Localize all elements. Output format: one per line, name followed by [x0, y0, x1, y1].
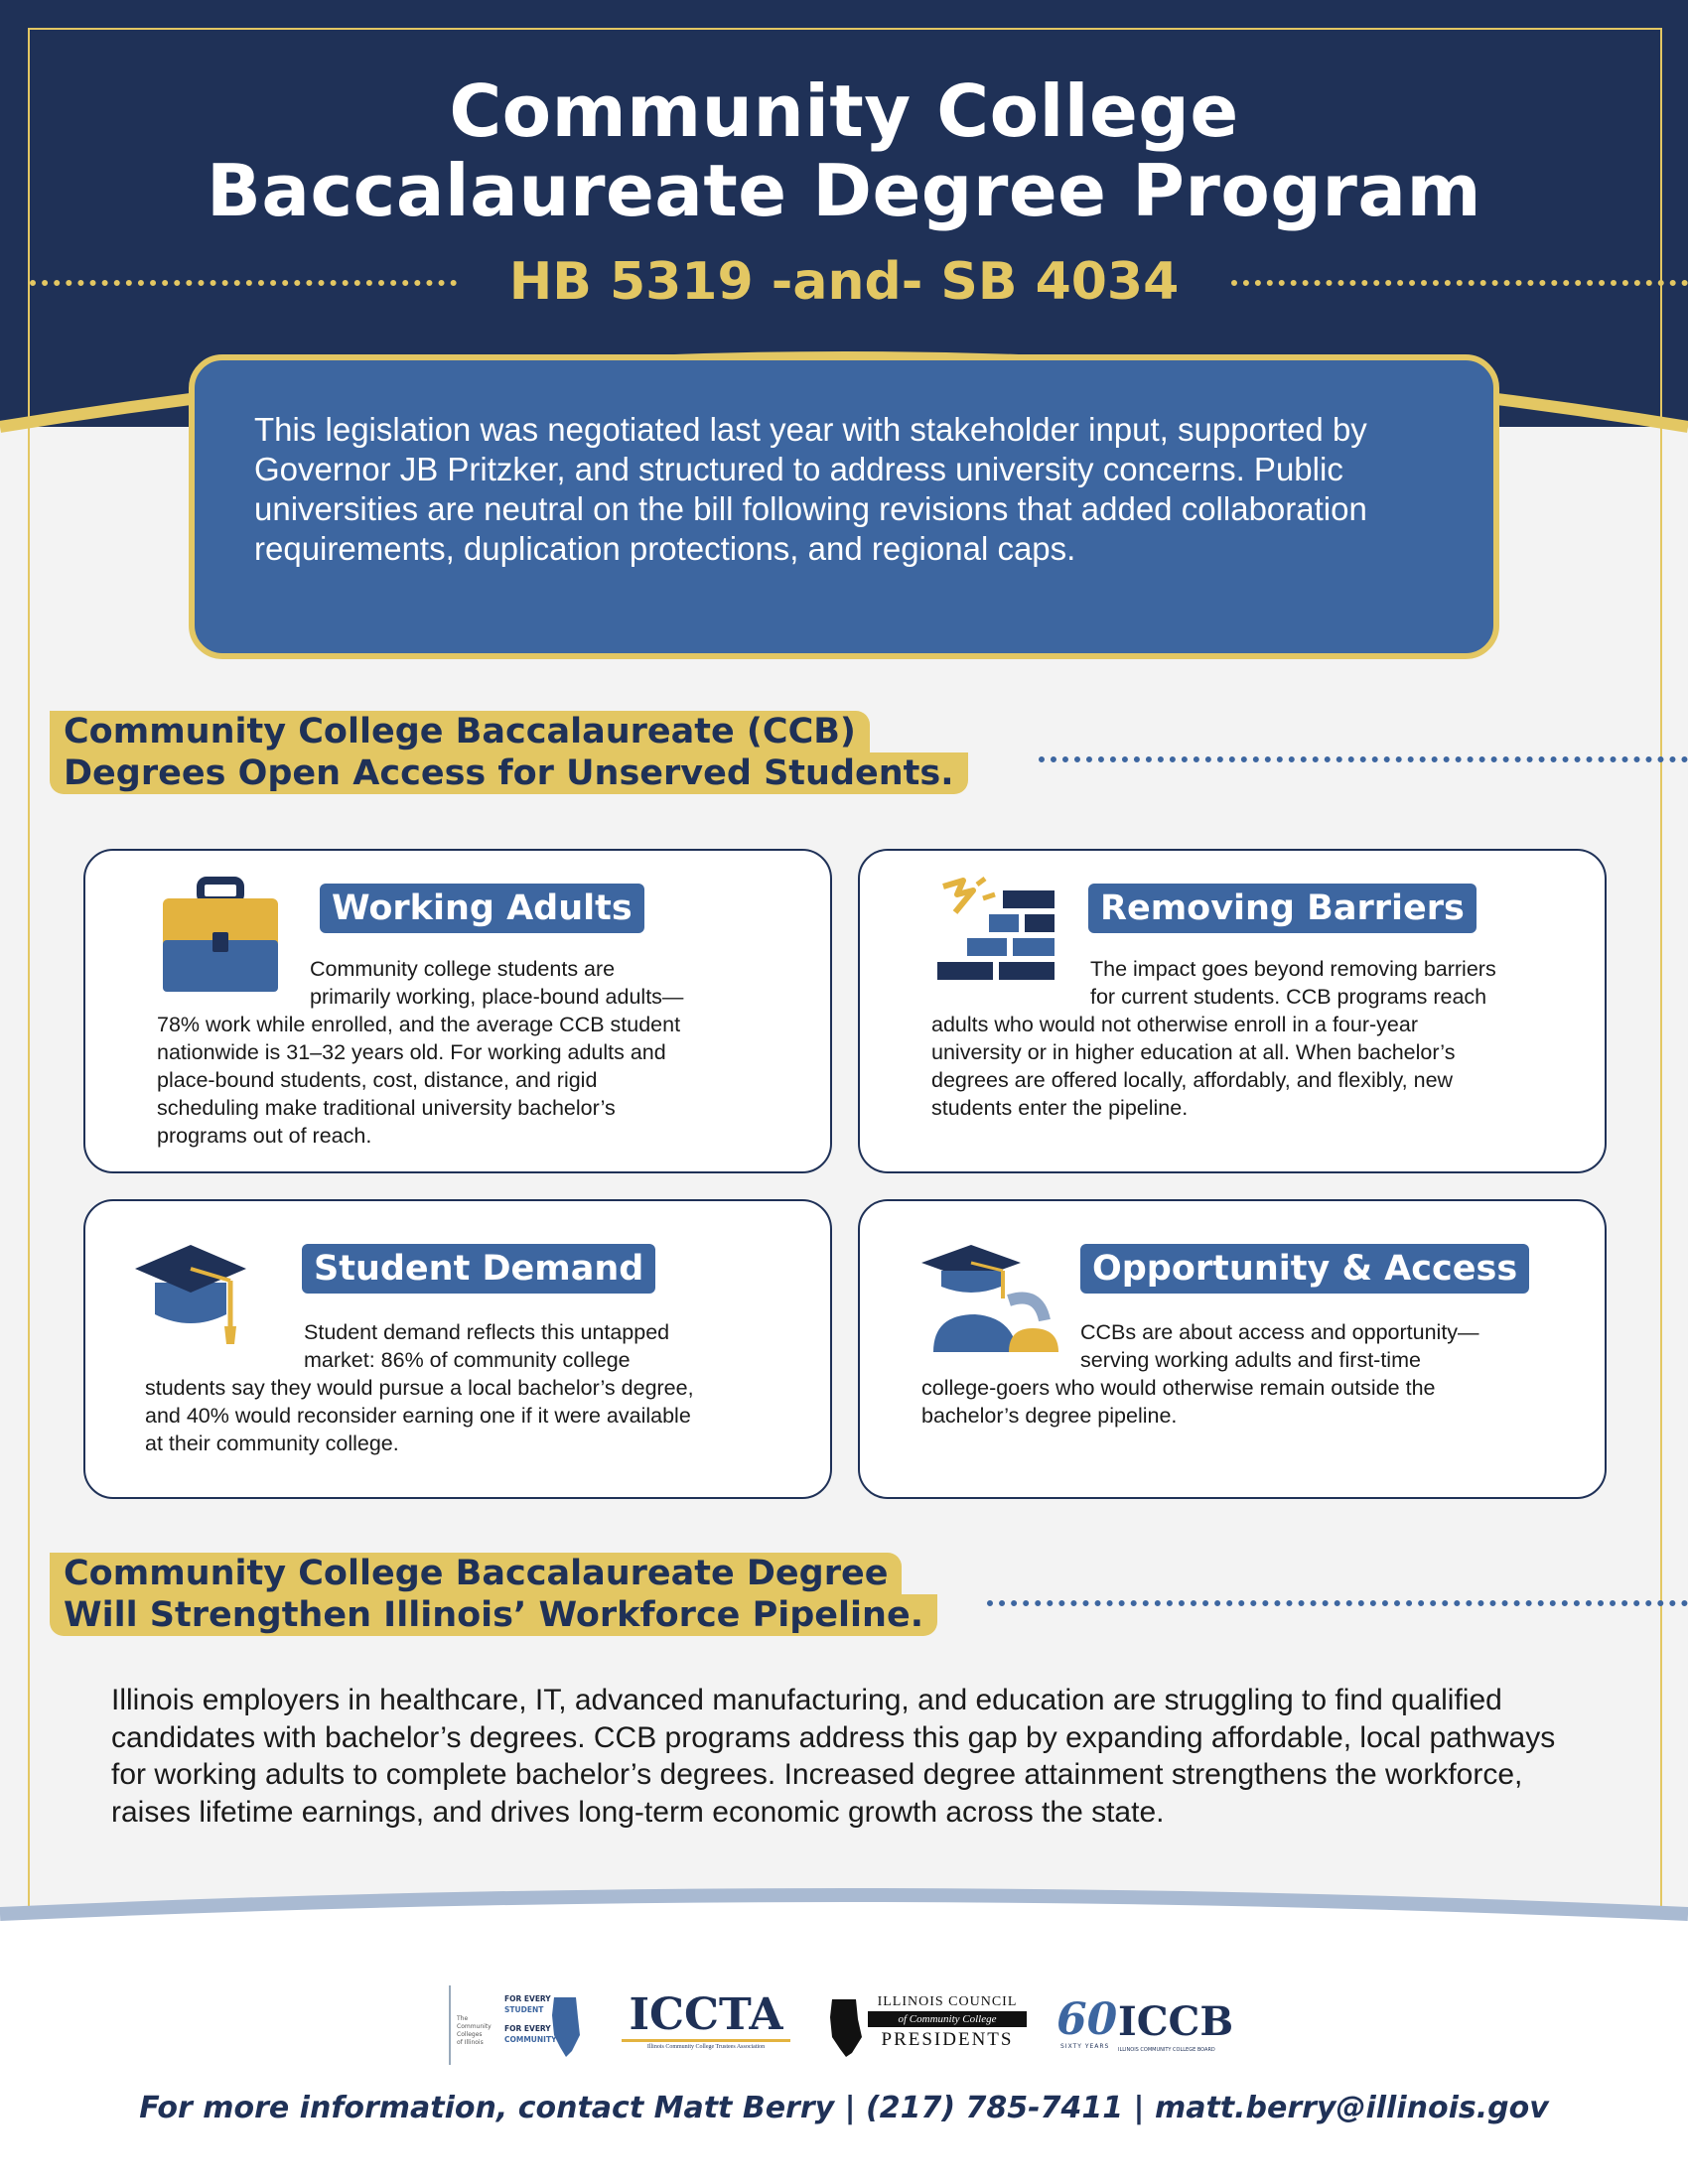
iccta-subtitle: Illinois Community College Trustees Association — [646, 2044, 766, 2050]
card-text-line: CCBs are about access and opportunity— — [1080, 1320, 1479, 1344]
card-text-student-demand-intro — [304, 1318, 800, 1374]
card-text-line: students enter the pipeline. — [931, 1096, 1189, 1120]
card-title-student-demand: Student Demand — [302, 1244, 655, 1294]
council-top: ILLINOIS COUNCIL — [877, 1994, 1018, 2009]
card-text-line: market: 86% of community college — [304, 1348, 631, 1372]
card-text-removing-barriers — [931, 1011, 1597, 1122]
community-colleges-of-illinois-logo — [449, 1985, 582, 2065]
card-text-line: Community college students are — [310, 957, 616, 981]
logo-text: of Illinois — [457, 2039, 484, 2046]
logo-text: Community — [457, 2023, 492, 2030]
council-bottom: PRESIDENTS — [881, 2029, 1014, 2050]
iccta-name: ICCTA — [622, 1991, 790, 2042]
section-heading-workforce-line1: Community College Baccalaureate Degree — [64, 1554, 889, 1593]
illinois-map-icon — [550, 1995, 582, 2059]
card-text-line: place-bound students, cost, distance, and rigid — [157, 1068, 598, 1092]
iccb-logo — [1056, 1995, 1245, 2059]
card-text-line: programs out of reach. — [157, 1124, 372, 1148]
card-text-line: for current students. CCB programs reach — [1090, 985, 1487, 1009]
iccb-name: ICCB — [1118, 1998, 1234, 2045]
card-text-line: adults who would not otherwise enroll in a four-year — [931, 1013, 1418, 1036]
section-heading-workforce — [50, 1553, 902, 1594]
card-text-line: college-goers who would otherwise remain outside the — [921, 1376, 1436, 1400]
card-text-line: Student demand reflects this untapped — [304, 1320, 670, 1344]
iccb-anniversary: 60 — [1056, 1994, 1118, 2045]
logo-text: STUDENT — [504, 2005, 544, 2014]
section-heading-access-line1: Community College Baccalaureate (CCB) — [64, 712, 856, 751]
title-line-2: Baccalaureate Degree Program — [207, 149, 1481, 232]
card-text-line: bachelor’s degree pipeline. — [921, 1404, 1178, 1428]
card-text-working-adults-intro — [310, 955, 786, 1011]
intro-box — [189, 354, 1499, 659]
card-text-line: The impact goes beyond removing barriers — [1090, 957, 1496, 981]
intro-text: This legislation was negotiated last year with stakeholder input, supported by Governor JB Pritzker, and structured to address university concerns. Public universities are neutral on the bill following revisions that added collaboration requirements, duplication protections, and regional caps. — [254, 411, 1367, 567]
card-text-working-adults — [157, 1011, 812, 1150]
card-text-line: 78% work while enrolled, and the average CCB student — [157, 1013, 681, 1036]
logo-text: The — [457, 2015, 469, 2022]
card-text-line: and 40% would reconsider earning one if it were available — [145, 1404, 691, 1428]
logo-text: Colleges — [457, 2031, 483, 2038]
bill-numbers: HB 5319 -and- SB 4034 — [508, 252, 1180, 312]
section-heading-workforce-2 — [50, 1594, 937, 1636]
logo-text: COMMUNITY — [504, 2035, 557, 2044]
iccta-logo — [622, 1991, 790, 2055]
briefcase-icon — [159, 877, 282, 996]
section-heading-workforce-line2: Will Strengthen Illinois’ Workforce Pipeline. — [64, 1595, 923, 1635]
card-text-line: at their community college. — [145, 1432, 399, 1455]
card-text-line: scheduling make traditional university bachelor’s — [157, 1096, 616, 1120]
card-title-opportunity-access: Opportunity & Access — [1080, 1244, 1529, 1294]
card-text-line: university or in higher education at all. When bachelor’s — [931, 1040, 1456, 1064]
graduate-person-icon — [919, 1241, 1068, 1360]
card-opportunity-access — [858, 1199, 1607, 1499]
logo-text: FOR EVERY — [504, 1994, 551, 2003]
logo-small-text — [449, 1985, 502, 2065]
card-removing-barriers — [858, 849, 1607, 1173]
illinois-map-icon — [828, 1997, 864, 2059]
card-title-working-adults: Working Adults — [320, 884, 644, 933]
council-text — [868, 1993, 1027, 2053]
card-title-removing-barriers: Removing Barriers — [1088, 884, 1477, 933]
council-of-presidents-logo — [828, 1993, 1027, 2057]
dotted-divider-right — [1231, 280, 1688, 286]
title-line-1: Community College — [449, 69, 1239, 153]
card-working-adults — [83, 849, 832, 1173]
section-dotted-divider — [987, 1600, 1688, 1606]
section-heading-access — [50, 711, 870, 752]
bill-numbers-row — [0, 250, 1688, 314]
iccb-subtitle: ILLINOIS COMMUNITY COLLEGE BOARD — [1118, 2047, 1215, 2053]
card-text-line: students say they would pursue a local bachelor’s degree, — [145, 1376, 694, 1400]
workforce-text: Illinois employers in healthcare, IT, advanced manufacturing, and education are struggling to find qualified candidates with bachelor’s degrees. CCB programs address this gap by expanding affordable, local pathways for working adults to complete bachelor’s degrees. Increased degree attainment strengthens the workforce, raises lifetime earnings, and drives long-term economic growth across the state. — [111, 1684, 1556, 1829]
card-text-opportunity-intro — [1080, 1318, 1587, 1374]
card-text-student-demand — [145, 1374, 820, 1457]
broken-wall-icon — [933, 877, 1062, 986]
card-text-line: degrees are offered locally, affordably, and flexibly, new — [931, 1068, 1454, 1092]
iccb-years: SIXTY YEARS — [1060, 2043, 1110, 2050]
section-dotted-divider — [1039, 756, 1688, 762]
card-text-opportunity — [921, 1374, 1587, 1430]
graduation-cap-icon — [131, 1241, 250, 1350]
logo-slogan — [504, 1993, 557, 2045]
section-heading-access-line2: Degrees Open Access for Unserved Students. — [64, 753, 954, 793]
section-heading-access-2 — [50, 752, 968, 794]
logo-text: FOR EVERY — [504, 2024, 551, 2033]
card-text-line: serving working adults and first-time — [1080, 1348, 1421, 1372]
council-mid: of Community College — [868, 2011, 1027, 2027]
card-student-demand — [83, 1199, 832, 1499]
card-text-line: nationwide is 31–32 years old. For working adults and — [157, 1040, 666, 1064]
page-title — [0, 71, 1688, 230]
contact-info: For more information, contact Matt Berry | (217) 785-7411 | matt.berry@illinois.gov — [139, 2091, 1549, 2125]
card-text-removing-barriers-intro — [1090, 955, 1587, 1011]
card-text-line: primarily working, place-bound adults— — [310, 985, 684, 1009]
